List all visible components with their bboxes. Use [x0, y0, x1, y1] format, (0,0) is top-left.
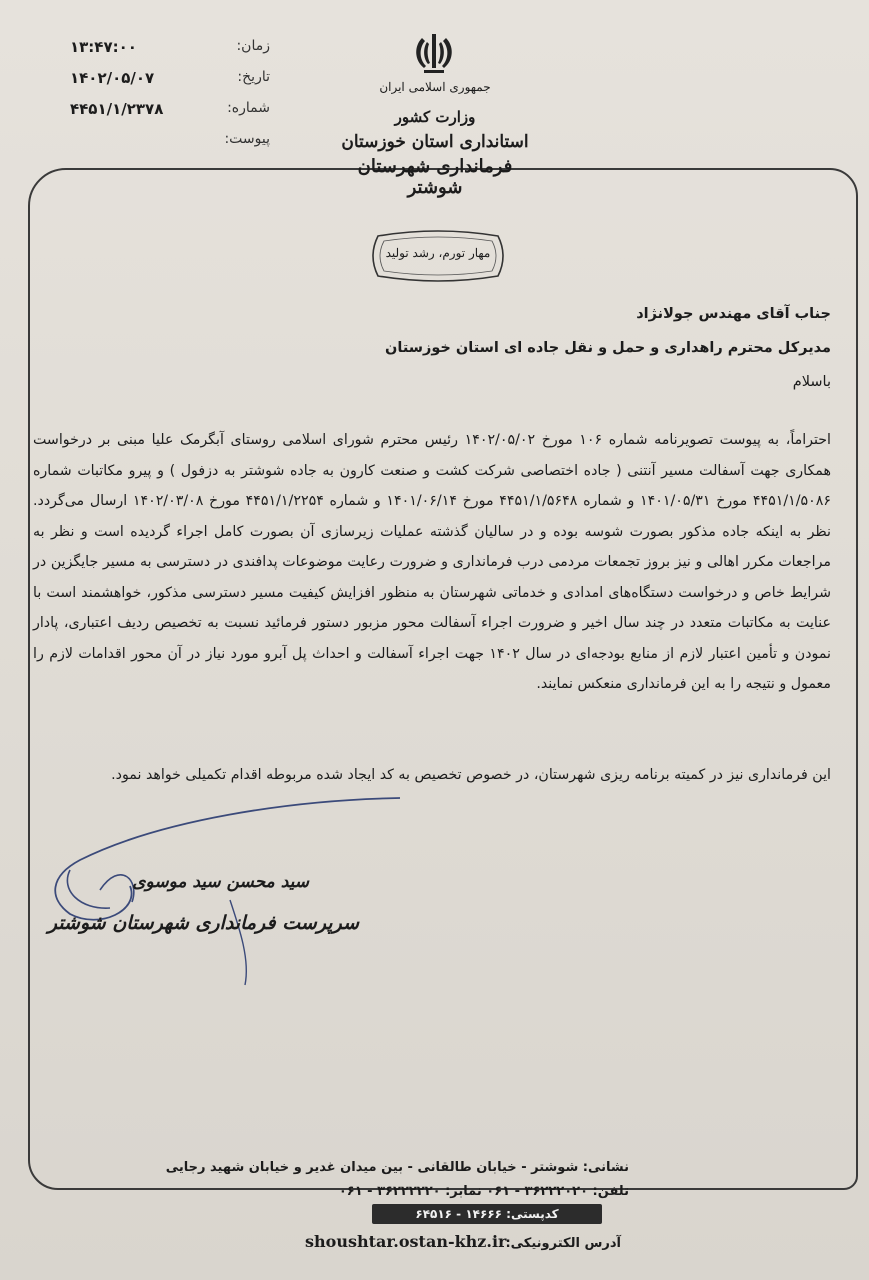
- date-label: تاریخ:: [237, 69, 270, 85]
- time-label: زمان:: [236, 38, 270, 54]
- number-label: شماره:: [227, 100, 270, 116]
- signatory-title: سرپرست فرمانداری شهرستان شوشتر: [47, 912, 359, 934]
- recipient-name: جناب آقای مهندس جولانژاد: [636, 306, 831, 322]
- emblem-icon: [410, 30, 458, 76]
- signatory-name: سید محسن سید موسوی: [132, 872, 309, 892]
- recipient-title: مدیرکل محترم راهداری و حمل و نقل جاده ای استان خوزستان: [385, 340, 831, 356]
- county-text: فرمانداری شهرستان شوشتر: [357, 156, 513, 198]
- time-value: ۱۳:۴۷:۰۰: [70, 38, 137, 56]
- footer-phone: تلفن: ۳۶۲۲۲۰۲۰ - ۰۶۱ نمابر: ۳۶۲۲۲۲۲۰ - ۰۶۱: [338, 1184, 629, 1199]
- greeting: باسلام: [792, 374, 831, 390]
- footer-email-label: آدرس الکترونیکی:: [505, 1236, 621, 1251]
- footer-address: نشانی: شوشتر - خیابان طالقانی - بین میدان غدیر و خیابان شهید رجایی: [165, 1160, 629, 1175]
- province-text: استانداری استان خوزستان: [341, 132, 529, 152]
- footer-website: shoushtar.ostan-khz.ir: [305, 1232, 507, 1251]
- attachment-label: پیوست:: [224, 131, 270, 147]
- attachment-row: [60, 131, 270, 162]
- footer-postal-code: کدپستی: ۱۴۶۶۶ - ۶۴۵۱۶: [372, 1204, 602, 1224]
- letter-meta: [60, 38, 270, 162]
- number-value: ۴۴۵۱/۱/۲۳۷۸: [70, 100, 164, 118]
- date-value: ۱۴۰۲/۰۵/۰۷: [70, 69, 155, 87]
- motto-text: مهار تورم، رشد تولید: [385, 246, 491, 260]
- ministry-text: وزارت کشور: [394, 108, 476, 126]
- ministry-header: [330, 80, 540, 198]
- republic-text: جمهوری اسلامی ایران: [379, 80, 491, 94]
- time-row: [60, 38, 270, 69]
- letter-paragraph-2: این فرمانداری نیز در کمیته برنامه ریزی شهرستان، در خصوص تخصیص به کد ایجاد شده مربوطه اقدام تکمیلی خواهد نمود.: [111, 767, 831, 783]
- letter-paragraph-1: احتراماً، به پیوست تصویرنامه شماره ۱۰۶ مورخ ۱۴۰۲/۰۵/۰۲ رئیس محترم شورای اسلامی روستای آبگرمک علیا مبنی بر درخواست همکاری جهت آسفالت مسیر آنتنی ( جاده اختصاصی شرکت کشت و صنعت کارون به جاده شوشتر به دزفول ) و پیرو مکاتبات شماره ۴۴۵۱/۱/۵۰۸۶ مورخ ۱۴۰۱/۰۵/۳۱ و شماره ۴۴۵۱/۱/۵۶۴۸ مورخ ۱۴۰۱/۰۶/۱۴ و شماره ۴۴۵۱/۱/۲۲۵۴ مورخ ۱۴۰۲/۰۳/۰۸ ارسال می‌گردد. نظر به اینکه جاده مذکور بصورت شوسه بوده و در سالیان گذشته عملیات زیرسازی آن بصورت کامل اجراء گردیده است و نظر به مراجعات مکرر اهالی و نیز بروز تجمعات مردمی درب فرمانداری و ضرورت رعایت موضوعات پدافندی در دسترسی به مسیر جایگزین در شرایط خاص و درخواست دستگاه‌های امدادی و خدماتی شهرستان به منظور افزایش کیفیت مسیر دسترسی مذکور، خواهشمند است با عنایت به مکاتبات متعدد در چند سال اخیر و ضرورت اجراء آسفالت محور مزبور دستور فرمائید نسبت به تخصیص ردیف اعتباری، پادار نمودن و تأمین اعتبار لازم از منابع بودجه‌ای در سال ۱۴۰۲ جهت اجراء آسفالت و احداث پل آبرو مورد نیاز در آن محور اقدامات لازم را معمول و نتیجه را به این فرمانداری منعکس نمایند.: [33, 432, 832, 692]
- date-row: [60, 69, 270, 100]
- number-row: [60, 100, 270, 131]
